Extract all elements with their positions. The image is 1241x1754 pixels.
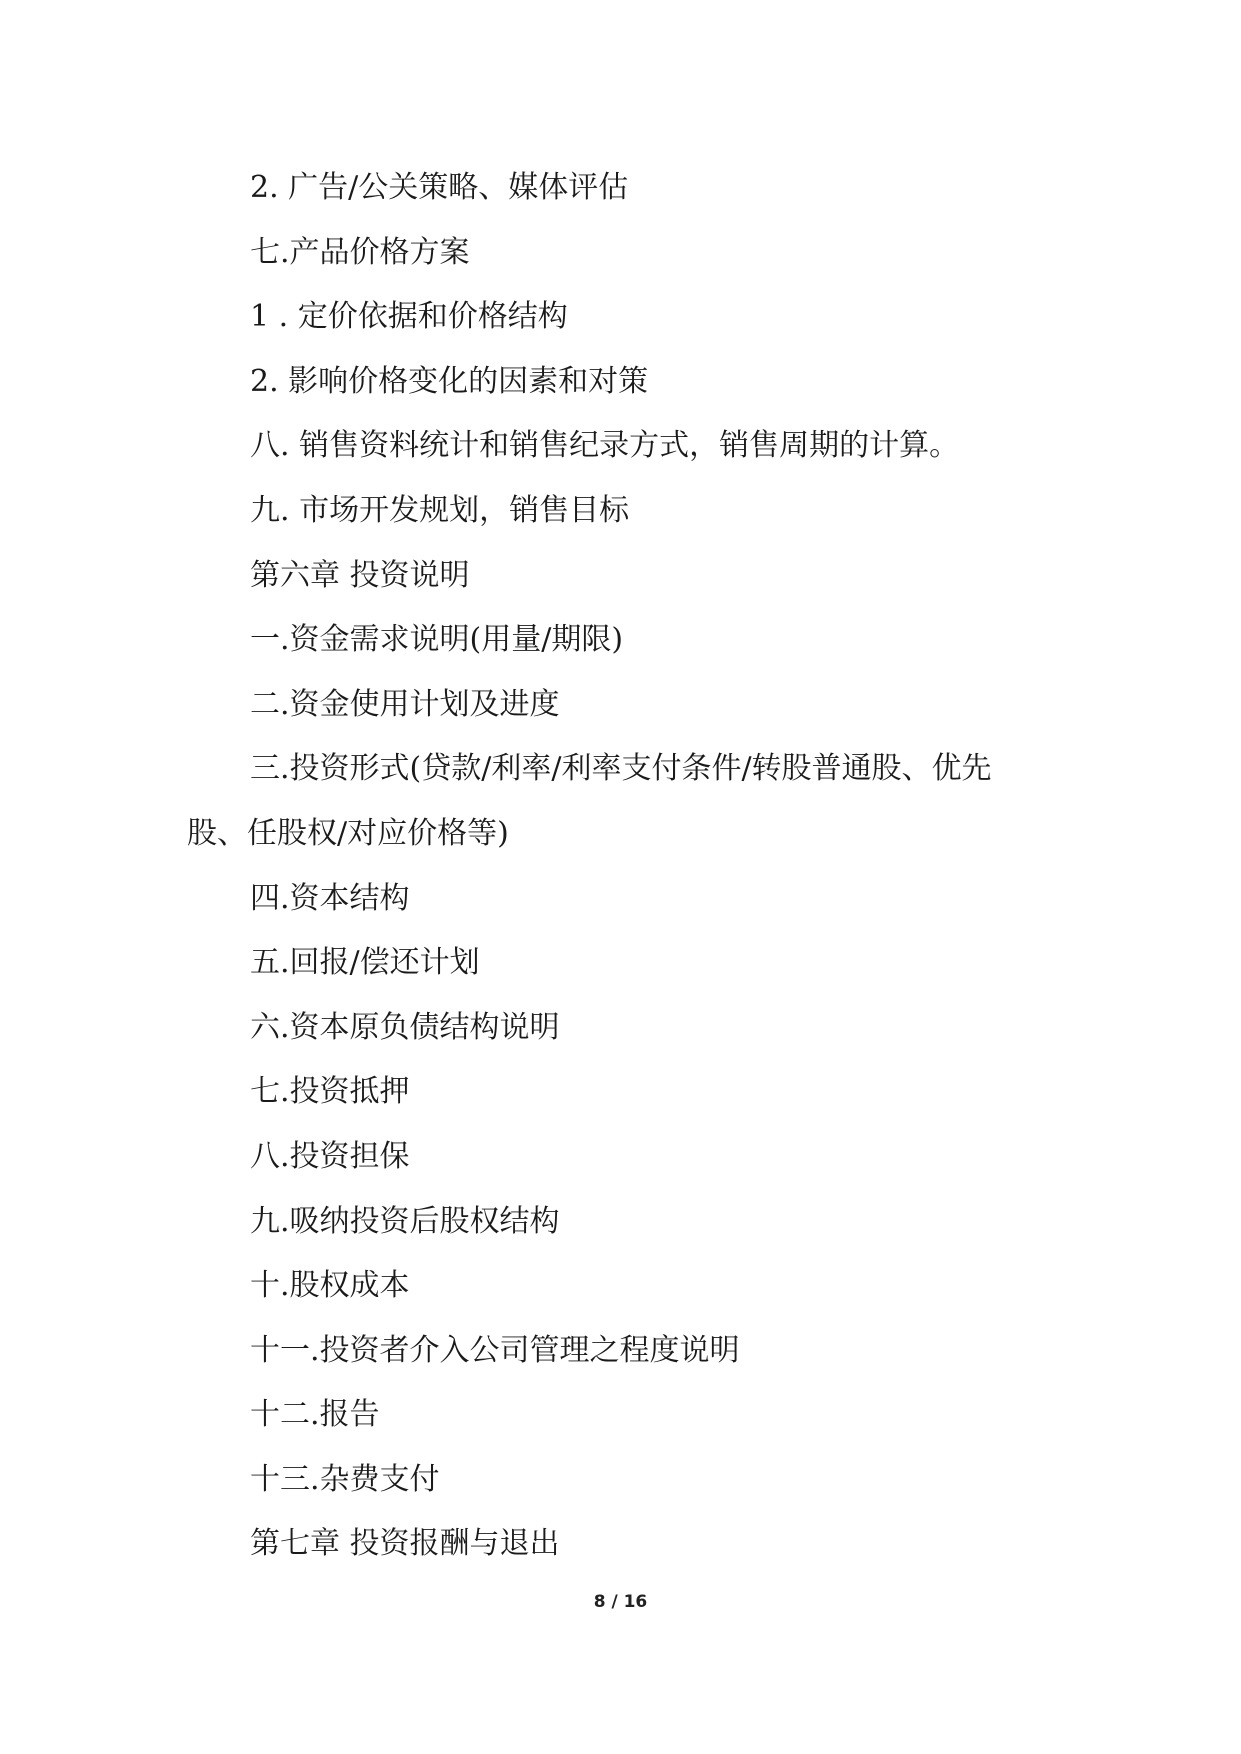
outline-item-continuation: 股、任股权/对应价格等) [187, 815, 509, 851]
outline-item: 七.产品价格方案 [250, 234, 470, 270]
outline-item: 九. 市场开发规划，销售目标 [250, 492, 630, 528]
outline-item: 八. 销售资料统计和销售纪录方式，销售周期的计算。 [250, 428, 960, 464]
outline-item: 一.资金需求说明(用量/期限) [250, 622, 624, 658]
outline-item: 十二.报告 [250, 1397, 380, 1433]
outline-item: 十.股权成本 [250, 1268, 410, 1304]
outline-item: 七.投资抵押 [250, 1074, 410, 1110]
page-number: 8 / 16 [593, 1592, 648, 1612]
document-body [187, 156, 1067, 1577]
outline-item: 十三.杂费支付 [250, 1461, 440, 1497]
outline-item: 二.资金使用计划及进度 [250, 686, 560, 722]
outline-item: 四.资本结构 [250, 880, 410, 916]
outline-item: 五.回报/偿还计划 [250, 945, 480, 981]
outline-item: 八.投资担保 [250, 1138, 410, 1174]
outline-item: 2. 广告/公关策略、媒体评估 [250, 170, 629, 205]
outline-item: 九.吸纳投资后股权结构 [250, 1203, 560, 1239]
chapter-heading: 第六章 投资说明 [250, 557, 470, 593]
outline-item: 2. 影响价格变化的因素和对策 [250, 363, 649, 399]
outline-item: 六.资本原负债结构说明 [250, 1009, 560, 1045]
outline-item: 1 . 定价依据和价格结构 [250, 299, 568, 335]
chapter-heading: 第七章 投资报酬与退出 [250, 1526, 560, 1562]
outline-item: 三.投资形式(贷款/利率/利率支付条件/转股普通股、优先 [250, 751, 992, 787]
outline-item: 十一.投资者介入公司管理之程度说明 [250, 1332, 740, 1368]
